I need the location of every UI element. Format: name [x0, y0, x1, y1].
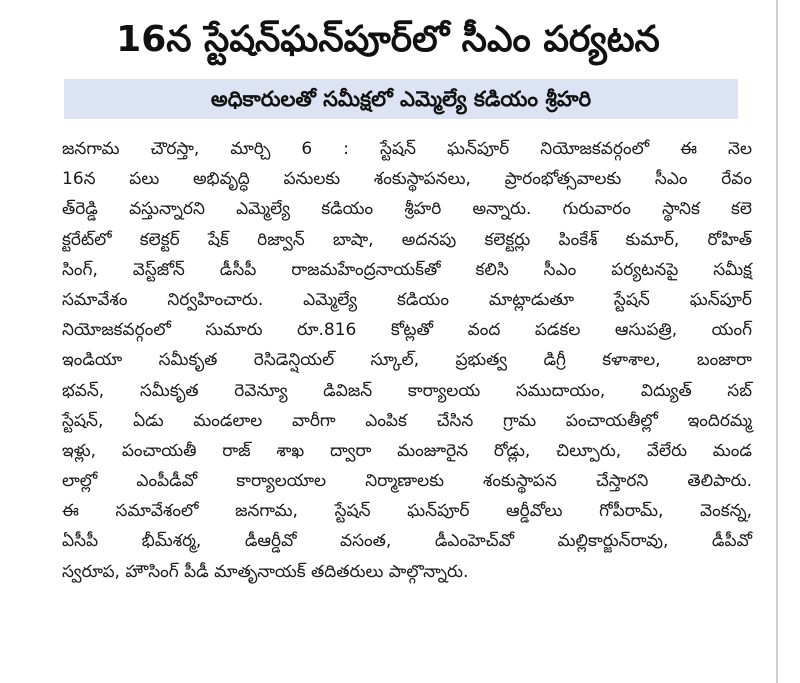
- body-line: త్‌రెడ్డి వస్తున్నారని ఎమ్మెల్యే కడియం శ్రీహరి అన్నారు. గురువారం స్థానిక కలె: [62, 199, 752, 220]
- column-divider: [776, 0, 778, 683]
- body-line: భవన్, సమీకృత రెవెన్యూ డివిజన్ కార్యాలయ సముదాయం, విద్యుత్ సబ్: [62, 380, 752, 401]
- body-line: నియోజకవర్గంలో సుమారు రూ.816 కోట్లతో వంద పడకల ఆసుపత్రి, యంగ్: [62, 320, 752, 341]
- body-line: ఏసీపీ భీమ్‌శర్మ, డీఆర్డీవో వసంత, డీఎంహెచ్‌వో మల్లికార్జున్‌రావు, డీపీవో: [62, 531, 752, 552]
- article-headline: 16న స్టేషన్‌ఘన్‌పూర్‌లో సీఎం పర్యటన: [116, 19, 660, 60]
- body-line: సింగ్, వెస్ట్‌జోన్ డీసీపీ రాజమహేంద్రనాయక్‌తో కలిసి సీఎం పర్యటనపై సమీక్ష: [62, 259, 752, 280]
- body-line: ఇండియా సమీకృత రెసిడెన్షియల్ స్కూల్, ప్రభుత్వ డిగ్రీ కళాశాల, బంజారా: [62, 350, 752, 371]
- article-subheadline: అధికారులతో సమీక్షలో ఎమ్మెల్యే కడియం శ్రీహరి: [210, 87, 592, 111]
- body-line: జనగామ చౌరస్తా, మార్చి 6 : స్టేషన్ ఘన్‌పూర్ నియోజకవర్గంలో ఈ నెల: [62, 139, 752, 159]
- body-line: ఇళ్లు, పంచాయతీ రాజ్ శాఖ ద్వారా మంజూరైన రోడ్లు, చిల్పూరు, వేలేరు మండ: [62, 440, 752, 461]
- article-body: [62, 134, 752, 587]
- body-line: లాల్లో ఎంపీడీవో కార్యాలయాల నిర్మాణాలకు శంకుస్థాపన చేస్తారని తెలిపారు.: [62, 471, 752, 492]
- body-line: 16న పలు అభివృద్ధి పనులకు శంకుస్థాపనలు, ప్రారంభోత్సవాలకు సీఎం రేవం: [62, 169, 752, 190]
- body-line: స్టేషన్, ఏడు మండలాల వారీగా ఎంపిక చేసిన గ్రామ పంచాయతీల్లో ఇందిరమ్మ: [62, 410, 752, 431]
- body-line: సమావేశం నిర్వహించారు. ఎమ్మెల్యే కడియం మాట్లాడుతూ స్టేషన్ ఘన్‌పూర్: [62, 289, 752, 310]
- body-line: క్టరేట్‌లో కలెక్టర్ షేక్ రిజ్వాన్ బాషా, అదనపు కలెక్టర్లు పింకేశ్ కుమార్, రోహిత్: [62, 229, 752, 250]
- body-line: స్వరూప, హౌసింగ్ పీడీ మాతృనాయక్ తదితరులు పాల్గొన్నారు.: [62, 561, 469, 582]
- body-line: ఈ సమావేశంలో జనగామ, స్టేషన్ ఘన్‌పూర్ ఆర్డీవోలు గోపీరామ్, వెంకన్న,: [62, 501, 752, 522]
